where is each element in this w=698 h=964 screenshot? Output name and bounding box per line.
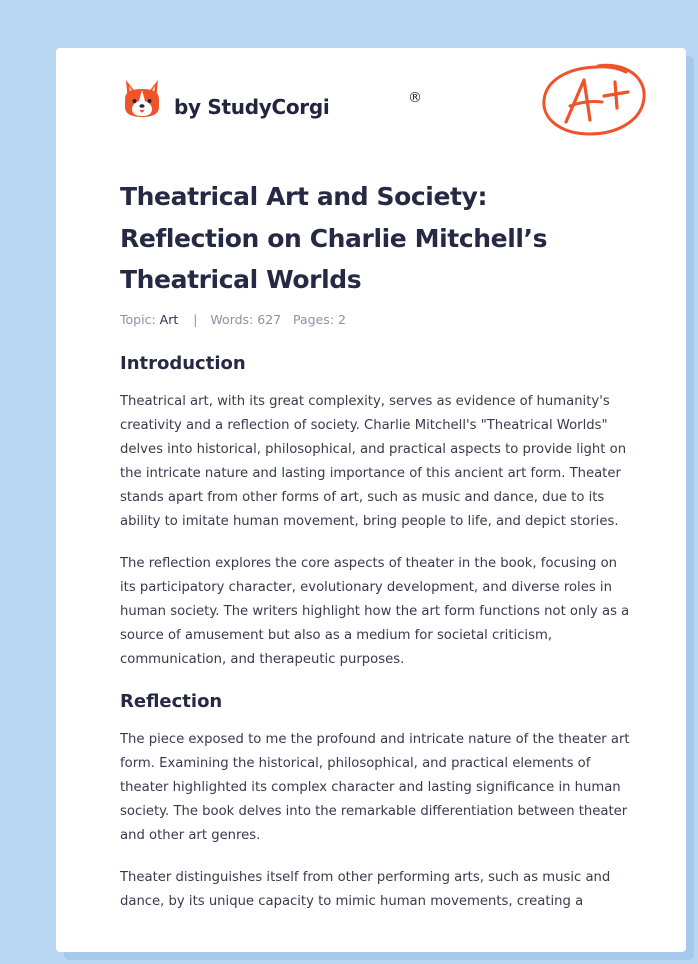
essay-card: [56, 48, 686, 952]
essay-title: Theatrical Art and Society: Reflection on Charlie Mitchell’s Theatrical Worlds: [120, 182, 548, 294]
pages-label: Pages:: [293, 312, 335, 327]
paragraph: Theatrical art, with its great complexity, serves as evidence of humanity's creativity and a reflection of society. Charlie Mitchell's "Theatrical Worlds" delves into historical, philosophical, and practical aspects to provide light on the intricate nature and lasting importance of this ancient art form. Theater stands apart from other forms of art, such as music and dance, due to its ability to imitate human movement, bring people to life, and depict stories.: [120, 394, 627, 529]
registered-mark: ®: [408, 90, 422, 106]
corgi-icon: [122, 77, 162, 121]
paragraph: The reflection explores the core aspects of theater in the book, focusing on its participatory character, evolutionary development, and diverse roles in human society. The writers highlight how the art form functions not only as a source of amusement but also as a medium for societal criticism, communication, and therapeutic purposes.: [120, 556, 630, 667]
logo-text: by StudyCorgi: [174, 95, 330, 119]
pages-count: 2: [338, 312, 346, 327]
meta-separator: |: [193, 312, 198, 327]
essay-body: [120, 352, 632, 914]
paragraph: The piece exposed to me the profound and intricate nature of the theater art form. Examining the historical, philosophical, and practical elements of theater highlighted its complex character and lasting significance in human society. The book delves into the remarkable differentiation between theater and other art genres.: [120, 732, 630, 843]
topic-label: Topic:: [120, 312, 156, 327]
words-label: Words:: [210, 312, 254, 327]
essay-meta: [120, 312, 346, 327]
topic-link[interactable]: Art: [159, 312, 179, 327]
section-heading-reflection: Reflection: [120, 691, 223, 712]
a-plus-grade-icon: [538, 60, 650, 140]
words-count: 627: [257, 312, 282, 327]
paragraph: Theater distinguishes itself from other performing arts, such as music and dance, by its unique capacity to mimic human movements, creating a: [120, 870, 611, 909]
section-heading-introduction: Introduction: [120, 353, 246, 374]
studycorgi-logo[interactable]: [122, 76, 422, 122]
